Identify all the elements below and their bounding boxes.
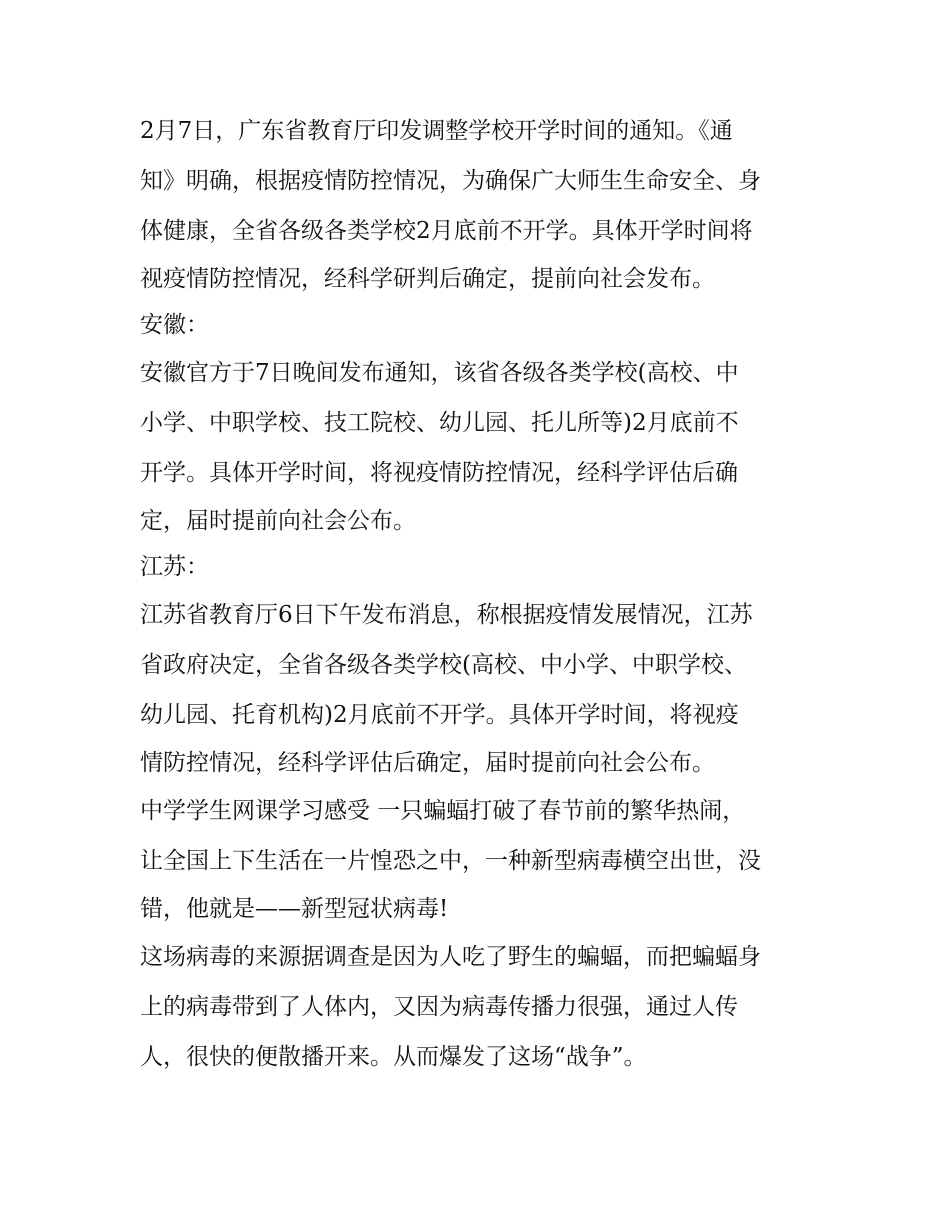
paragraph-source <box>140 932 820 1082</box>
section-heading: 安徽： <box>140 312 209 338</box>
text-line: 情防控情况，经科学评估后确定，届时提前向社会公布。 <box>140 750 715 776</box>
text-line: 定，届时提前向社会公布。 <box>140 508 416 534</box>
text-line: 让全国上下生活在一片惶恐之中，一种新型病毒横空出世，没 <box>140 848 761 874</box>
text-line: 这场病毒的来源据调查是因为人吃了野生的蝙蝠，而把蝙蝠身 <box>140 944 761 970</box>
paragraph-guangdong <box>140 106 820 302</box>
text-line: 江苏省教育厅6日下午发布消息，称根据疫情发展情况，江苏 <box>140 602 753 628</box>
text-line: 视疫情防控情况，经科学研判后确定，提前向社会发布。 <box>140 266 715 292</box>
text-line: 错，他就是——新型冠状病毒! <box>140 896 449 922</box>
section-heading-jiangsu <box>140 544 820 590</box>
paragraph-anhui <box>140 348 820 544</box>
text-line: 体健康，全省各级各类学校2月底前不开学。具体开学时间将 <box>140 218 753 244</box>
paragraph-essay <box>140 786 820 932</box>
document-body <box>140 106 820 1082</box>
paragraph-jiangsu <box>140 590 820 786</box>
text-line: 开学。具体开学时间，将视疫情防控情况，经科学评估后确 <box>140 460 738 486</box>
text-line: 上的病毒带到了人体内，又因为病毒传播力很强，通过人传 <box>140 994 738 1020</box>
section-heading: 江苏： <box>140 554 209 580</box>
text-line: 人，很快的便散播开来。从而爆发了这场“战争”。 <box>140 1044 647 1070</box>
text-line: 知》明确，根据疫情防控情况，为确保广大师生生命安全、身 <box>140 168 761 194</box>
text-line: 幼儿园、托育机构)2月底前不开学。具体开学时间，将视疫 <box>140 702 739 728</box>
text-line: 中学学生网课学习感受 一只蝙蝠打破了春节前的繁华热闹， <box>140 798 746 824</box>
text-line: 安徽官方于7日晚间发布通知，该省各级各类学校(高校、中 <box>140 360 739 386</box>
text-line: 省政府决定，全省各级各类学校(高校、中小学、中职学校、 <box>140 652 747 678</box>
text-line: 小学、中职学校、技工院校、幼儿园、托儿所等)2月底前不 <box>140 410 739 436</box>
text-line: 2月7日，广东省教育厅印发调整学校开学时间的通知。《通 <box>140 118 733 144</box>
section-heading-anhui <box>140 302 820 348</box>
